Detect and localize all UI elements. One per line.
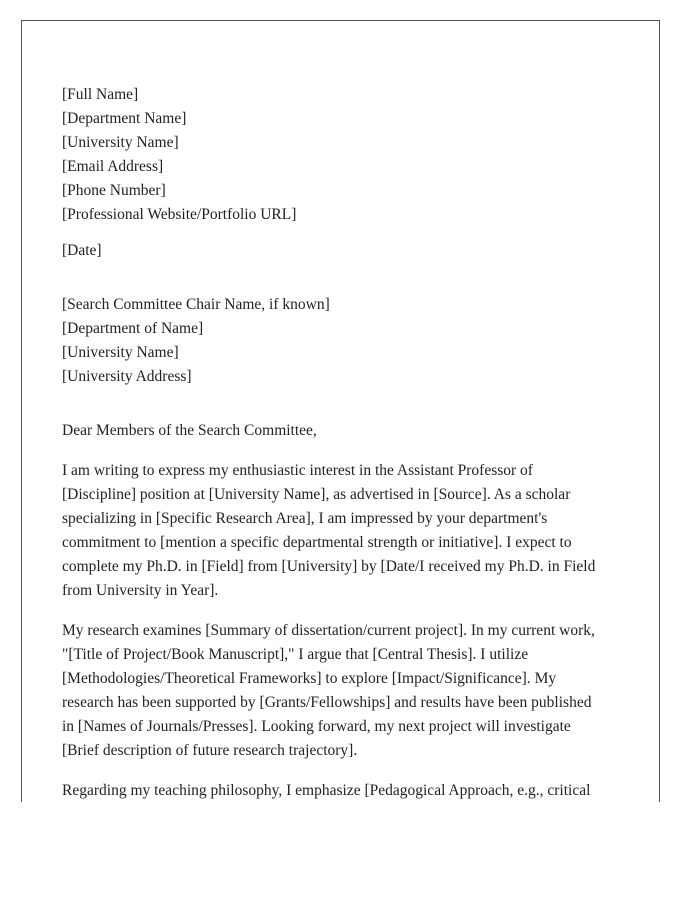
letter-page (21, 20, 660, 802)
recipient-address: [University Address] (62, 368, 192, 385)
paragraph-line: research has been supported by [Grants/Fellowships] and results have been published (62, 694, 592, 711)
date-text: [Date] (62, 242, 102, 259)
salutation-text: Dear Members of the Search Committee, (62, 422, 317, 439)
sender-phone: [Phone Number] (62, 182, 166, 199)
paragraph-line: [Brief description of future research trajectory]. (62, 742, 358, 759)
sender-university: [University Name] (62, 134, 179, 151)
paragraph-line: My research examines [Summary of dissertation/current project]. In my current work, (62, 622, 595, 639)
paragraph-line: complete my Ph.D. in [Field] from [University] by [Date/I received my Ph.D. in Field (62, 558, 596, 575)
paragraph-line: in [Names of Journals/Presses]. Looking forward, my next project will investigate (62, 718, 571, 735)
paragraph-line: specializing in [Specific Research Area], I am impressed by your department's (62, 510, 548, 527)
paragraph-line: Regarding my teaching philosophy, I emphasize [Pedagogical Approach, e.g., critical (62, 782, 591, 799)
paragraph-line: from University in Year]. (62, 582, 219, 599)
recipient-university: [University Name] (62, 344, 179, 361)
paragraph-teaching (62, 779, 622, 802)
sender-full-name: [Full Name] (62, 86, 139, 103)
paragraph-line: [Discipline] position at [University Name], as advertised in [Source]. As a scholar (62, 486, 571, 503)
paragraph-introduction (62, 459, 622, 603)
sender-email: [Email Address] (62, 158, 164, 175)
paragraph-line: I am writing to express my enthusiastic interest in the Assistant Professor of (62, 462, 533, 479)
letter-date (62, 239, 622, 263)
recipient-department: [Department of Name] (62, 320, 204, 337)
letter-content (62, 83, 622, 802)
paragraph-line: "[Title of Project/Book Manuscript]," I argue that [Central Thesis]. I utilize (62, 646, 529, 663)
paragraph-line: commitment to [mention a specific departmental strength or initiative]. I expect to (62, 534, 572, 551)
sender-block (62, 83, 622, 227)
salutation (62, 419, 622, 443)
paragraph-research (62, 619, 622, 763)
paragraph-line: [Methodologies/Theoretical Frameworks] to explore [Impact/Significance]. My (62, 670, 557, 687)
sender-department: [Department Name] (62, 110, 187, 127)
recipient-block (62, 293, 622, 389)
recipient-chair: [Search Committee Chair Name, if known] (62, 296, 330, 313)
sender-website: [Professional Website/Portfolio URL] (62, 206, 297, 223)
